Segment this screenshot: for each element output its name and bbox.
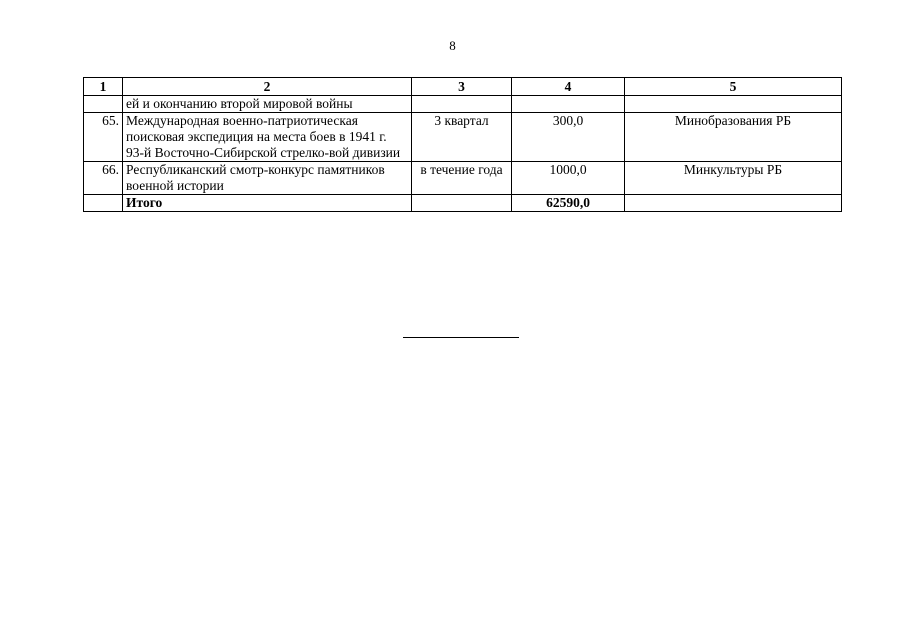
row-amount: 300,0 xyxy=(512,113,625,162)
row-description: Республиканский смотр-конкурс памятников военной истории xyxy=(123,162,412,195)
continuation-amount xyxy=(512,96,625,113)
column-header-4: 4 xyxy=(512,78,625,96)
total-amount: 62590,0 xyxy=(512,195,625,212)
table-row xyxy=(84,113,842,162)
row-responsible: Минкультуры РБ xyxy=(625,162,842,195)
row-number: 65. xyxy=(84,113,123,162)
page-number: 8 xyxy=(449,38,456,53)
row-amount: 1000,0 xyxy=(512,162,625,195)
row-term: 3 квартал xyxy=(412,113,512,162)
row-description: Международная военно-патриотическая поисковая экспедиция на места боев в 1941 г. 93-й Восточно-Сибирской стрелко-вой дивизии xyxy=(123,113,412,162)
total-term-cell xyxy=(412,195,512,212)
column-header-1: 1 xyxy=(84,78,123,96)
total-label: Итого xyxy=(123,195,412,212)
row-term: в течение года xyxy=(412,162,512,195)
total-responsible-cell xyxy=(625,195,842,212)
column-header-5: 5 xyxy=(625,78,842,96)
continuation-row xyxy=(84,96,842,113)
row-responsible: Минобразования РБ xyxy=(625,113,842,162)
table-row xyxy=(84,162,842,195)
total-num-cell xyxy=(84,195,123,212)
continuation-description: ей и окончанию второй мировой войны xyxy=(123,96,412,113)
row-number: 66. xyxy=(84,162,123,195)
budget-table xyxy=(83,77,842,212)
continuation-responsible xyxy=(625,96,842,113)
total-row xyxy=(84,195,842,212)
footer-separator-line xyxy=(403,337,519,338)
continuation-term xyxy=(412,96,512,113)
column-header-2: 2 xyxy=(123,78,412,96)
column-header-3: 3 xyxy=(412,78,512,96)
header-row xyxy=(84,78,842,96)
continuation-num-cell xyxy=(84,96,123,113)
